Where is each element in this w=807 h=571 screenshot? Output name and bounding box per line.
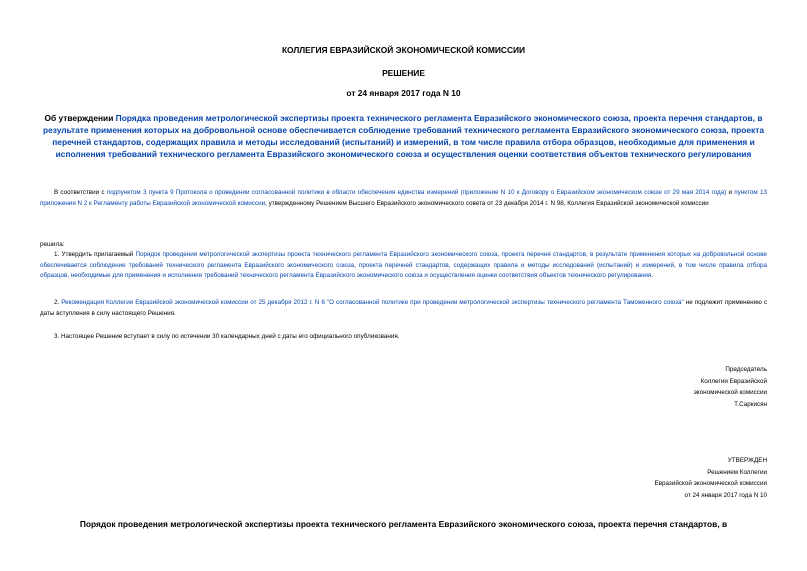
item-2-end: не подлежит применению с даты вступления в силу настоящего Решения. [40,299,767,317]
item-1-end: . [651,272,654,279]
preamble-text-2: и [726,189,735,196]
approval-line-1: УТВЕРЖДЕН [727,457,767,464]
item-1-text: 1. Утвердить прилагаемый [54,251,136,258]
preamble-link-protocol[interactable]: подпунктом 3 пункта 9 Протокола о проведении согласованной политики в области обеспечения единства измерений (приложение N 10 к Договору о Евразийском экономическом союзе от 29 мая 2014 года) [106,189,727,196]
subject-prefix: Об утверждении [44,113,116,123]
signature-line-2: Коллегии Евразийской [700,377,767,385]
item-3-paragraph: 3. Настоящее Решение вступает в силу по истечении 30 календарных дней с даты его официального опубликования. [54,333,400,340]
date-number-heading: от 24 января 2017 года N 10 [346,88,461,98]
preamble-link-regulation[interactable]: пунктом 13 приложения N 2 к Регламенту работы Евразийской экономической комиссии [40,189,767,207]
approval-line-3: Евразийской экономической комиссии [654,480,767,487]
approval-line-4: от 24 января 2017 года N 10 [684,491,767,499]
item-2-link[interactable]: Рекомендация Коллегии Евразийской экономической комиссии от 25 декабря 2012 г. N 6 "О согласованной политике при проведении метрологической экспертизы технического регламента Таможенного союза" [61,299,684,306]
organization-heading: КОЛЛЕГИЯ ЕВРАЗИЙСКОЙ ЭКОНОМИЧЕСКОЙ КОМИССИИ [281,45,526,55]
subject-link[interactable]: Порядка проведения метрологической экспертизы проекта технического регламента Евразийского экономического союза, проекта перечня стандартов, в результате применения которых на добровольной основе обеспечивается соблюдение требований технического регламента Евразийского экономического союза, проекта перечней стандартов, содержащих правила и методы исследований (испытаний) и измерений, в том числе правила отбора образцов, необходимые для применения и исполнения требований технического регламента Евразийского экономического союза и осуществления оценки соответствия объектов технического регулирования [42,113,764,159]
approval-line-2: Решением Коллегии [707,468,767,476]
item-1-link[interactable]: Порядок проведения метрологической экспертизы проекта технического регламента Евразийского экономического союза, проекта перечня стандартов, в результате применения которых на добровольной основе обеспечивается соблюдение требований технического регламента Евразийского экономического союза, проекта перечней стандартов, содержащих правила и методы исследований (испытаний) и измерений, в том числе правила отбора образцов, необходимые для применения и исполнения требований технического регламента Евразийского экономического союза и осуществления оценки соответствия объектов технического регулирования [40,251,767,279]
item-2-text: 2. [54,299,62,306]
signature-line-1: Председатель [725,366,767,373]
signature-block [567,364,767,410]
document-type-heading: РЕШЕНИЕ [382,68,425,78]
item-2-paragraph [40,298,767,319]
document-subject [40,112,767,160]
signature-line-3: экономической комиссии [693,389,767,396]
signature-line-4: Т.Саркисян [734,400,767,408]
preamble-text-3: , утвержденному Решением Высшего Евразийского экономического совета от 23 декабря 2014 г. N 98, Коллегия Евразийской экономической комиссии [265,199,709,207]
item-1-paragraph [40,250,767,282]
decided-label: решила: [40,241,65,248]
approval-block [547,455,767,501]
preamble-text-1: В соответствии с [54,189,107,196]
annex-title: Порядок проведения метрологической экспертизы проекта технического регламента Евразийского экономического союза, проекта перечня стандартов, в [79,519,728,529]
preamble-paragraph [40,188,767,209]
